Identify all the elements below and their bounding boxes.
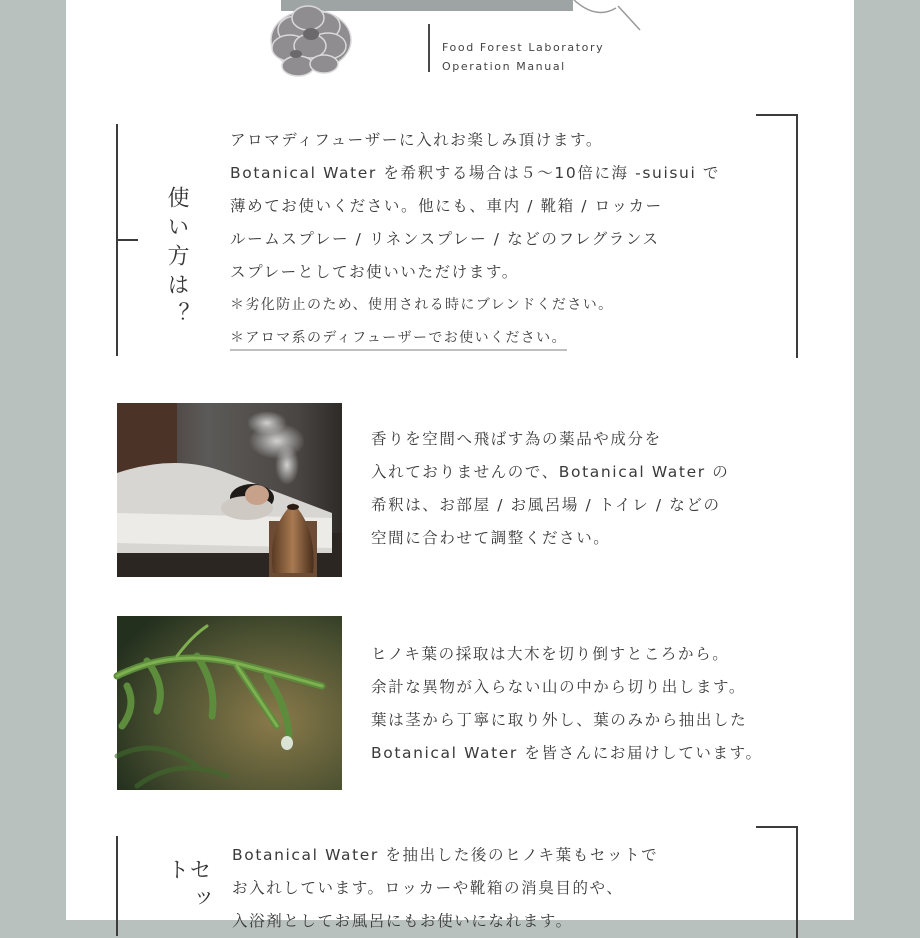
- section3-text: [371, 638, 763, 770]
- flower-illustration: [266, 0, 356, 82]
- section2-line: 空間に合わせて調整ください。: [371, 529, 611, 547]
- set-line: お入れしています。ロッカーや靴箱の消臭目的や、: [232, 879, 624, 897]
- set-right-bracket: [756, 826, 798, 938]
- decorative-arc: [566, 0, 646, 40]
- header-line-1: Food Forest Laboratory: [442, 41, 605, 54]
- section3-line: 葉は茎から丁寧に取り外し、葉のみから抽出した: [371, 711, 748, 729]
- manual-page: [66, 0, 854, 930]
- set-line: Botanical Water を抽出した後のヒノキ葉もセットで: [232, 846, 659, 864]
- section3-line: 余計な異物が入らない山の中から切り出します。: [371, 678, 746, 696]
- section3-line: ヒノキ葉の採取は大木を切り倒すところから。: [371, 645, 730, 663]
- usage-line: スプレーとしてお使いいただけます。: [230, 263, 519, 281]
- set-left-bracket: [116, 836, 118, 936]
- section2-line: 希釈は、お部屋 / お風呂場 / トイレ / などの: [371, 496, 721, 514]
- usage-line: Botanical Water を希釈する場合は５～10倍に海 -suisui で: [230, 164, 721, 182]
- usage-note-underlined: ＊アロマ系のディフューザーでお使いください。: [230, 330, 567, 346]
- usage-right-bracket: [756, 114, 798, 358]
- usage-line: 薄めてお使いください。他にも、車内 / 靴箱 / ロッカー: [230, 197, 663, 215]
- section2-text: [371, 423, 729, 555]
- hinoki-leaf-photo: [117, 616, 342, 790]
- usage-title: 使い方は？: [164, 186, 189, 331]
- section2-line: 入れておりませんので、Botanical Water の: [371, 463, 730, 481]
- diffuser-photo: [117, 403, 342, 577]
- header-title: [442, 38, 604, 76]
- usage-note: ＊劣化防止のため、使用される時にブレンドください。: [230, 297, 614, 313]
- usage-line: ルームスプレー / リネンスプレー / などのフレグランス: [230, 230, 660, 248]
- set-title: セット: [164, 858, 211, 916]
- usage-line: アロマディフューザーに入れお楽しみ頂けます。: [230, 131, 603, 149]
- set-text: [232, 839, 658, 938]
- header-rule: [428, 24, 430, 72]
- set-line: 入浴剤としてお風呂にもお使いになれます。: [232, 912, 573, 930]
- usage-left-tick: [116, 239, 138, 241]
- section2-line: 香りを空間へ飛ばす為の薬品や成分を: [371, 430, 662, 448]
- header-line-2: Operation Manual: [442, 60, 566, 73]
- usage-text: [230, 124, 720, 355]
- section3-line: Botanical Water を皆さんにお届けしています。: [371, 744, 763, 762]
